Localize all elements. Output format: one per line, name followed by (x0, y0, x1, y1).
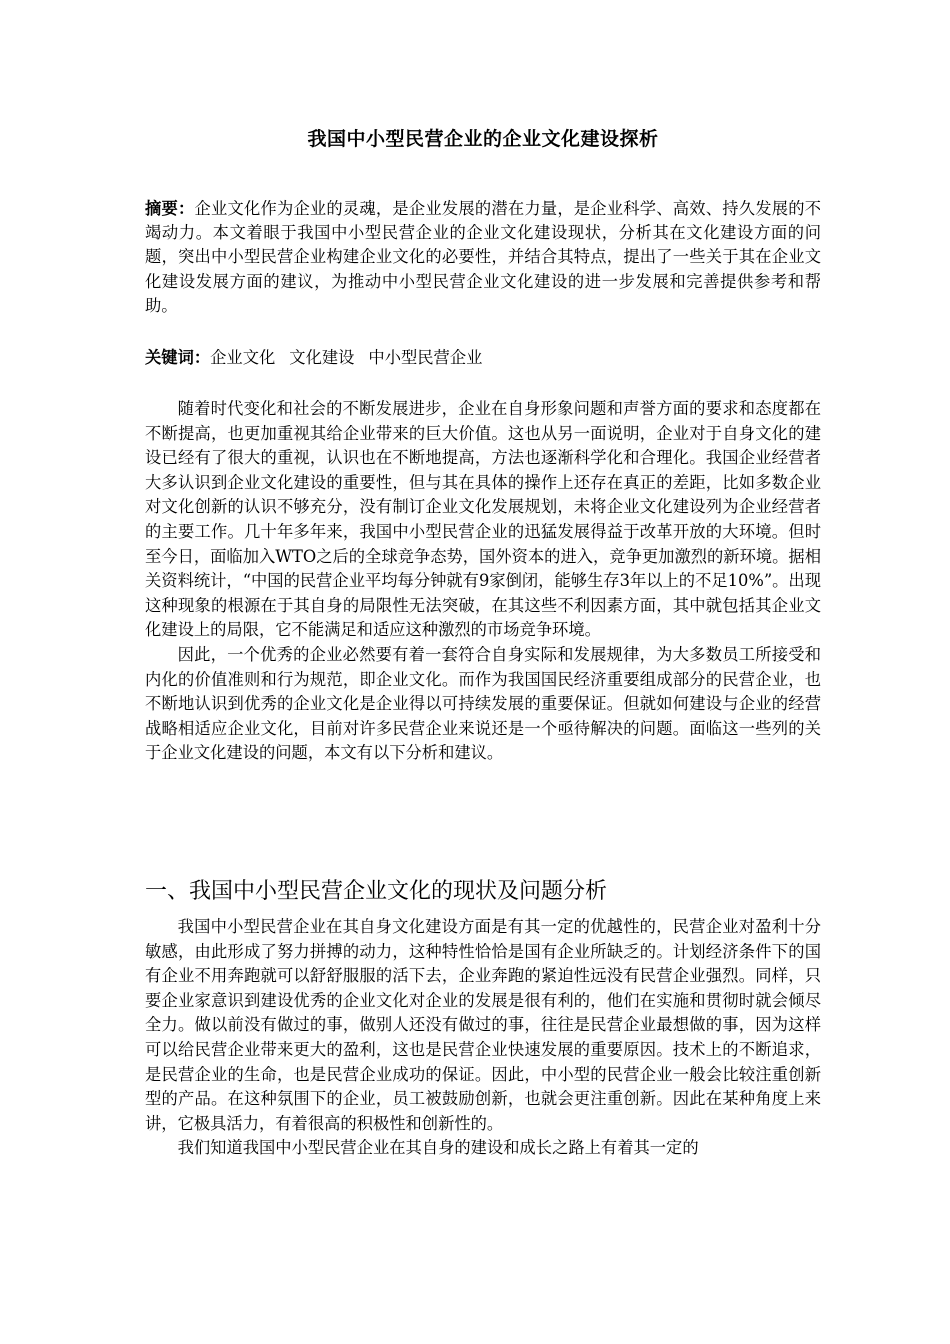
document-title: 我国中小型民营企业的企业文化建设探析 (307, 128, 659, 150)
introduction (145, 397, 821, 766)
section-body (145, 915, 821, 1161)
paragraph: 我们知道我国中小型民营企业在其自身的建设和成长之路上有着其一定的 (177, 1138, 699, 1158)
keywords-label: 关键词： (145, 348, 211, 367)
abstract-label: 摘要： (145, 199, 195, 218)
section-heading: 一、我国中小型民营企业文化的现状及问题分析 (145, 879, 608, 904)
abstract (145, 197, 821, 318)
keyword: 中小型民营企业 (368, 348, 483, 367)
paragraph: 随着时代变化和社会的不断发展进步，企业在自身形象问题和声誉方面的要求和态度都在不断提高，也更加重视其给企业带来的巨大价值。这也从另一面说明，企业对于自身文化的建设已经有了很大的重视，认识也在不断地提高，方法也逐渐科学化和合理化。我国企业经营者大多认识到企业文化建设的重要性，但与其在具体的操作上还存在真正的差距，比如多数企业对文化创新的认识不够充分，没有制订企业文化发展规划，未将企业文化建设列为企业经营者的主要工作。几十年多年来，我国中小型民营企业的迅猛发展得益于改革开放的大环境。但时至今日，面临加入WTO之后的全球竞争态势，国外资本的进入，竞争更加激烈的新环境。据相关资料统计，“中国的民营企业平均每分钟就有9家倒闭，能够生存3年以上的不足10%”。出现这种现象的根源在于其自身的局限性无法突破，在其这些不利因素方面，其中就包括其企业文化建设上的局限，它不能满足和适应这种激烈的市场竞争环境。 (145, 399, 821, 640)
keyword: 企业文化 (210, 348, 276, 367)
keyword: 文化建设 (289, 348, 355, 367)
paragraph: 因此，一个优秀的企业必然要有着一套符合自身实际和发展规律，为大多数员工所接受和内化的价值准则和行为规范，即企业文化。而作为我国国民经济重要组成部分的民营企业，也不断地认识到优秀的企业文化是企业得以可持续发展的重要保证。但就如何建设与企业的经营战略相适应企业文化，目前对许多民营企业来说还是一个亟待解决的问题。面临这一些列的关于企业文化建设的问题，本文有以下分析和建议。 (145, 644, 821, 763)
paragraph: 我国中小型民营企业在其自身文化建设方面是有其一定的优越性的，民营企业对盈利十分敏感，由此形成了努力拼搏的动力，这种特性恰恰是国有企业所缺乏的。计划经济条件下的国有企业不用奔跑就可以舒舒服服的活下去，企业奔跑的紧迫性远没有民营企业强烈。同样，只要企业家意识到建设优秀的企业文化对企业的发展是很有利的，他们在实施和贯彻时就会倾尽全力。做以前没有做过的事，做别人还没有做过的事，往往是民营企业最想做的事，因为这样可以给民营企业带来更大的盈利，这也是民营企业快速发展的重要原因。技术上的不断追求，是民营企业的生命，也是民营企业成功的保证。因此，中小型的民营企业一般会比较注重创新型的产品。在这种氛围下的企业，员工被鼓励创新，也就会更注重创新。因此在某种角度上来讲，它极具活力，有着很高的积极性和创新性的。 (145, 917, 821, 1133)
keywords (145, 346, 821, 370)
abstract-text: 企业文化作为企业的灵魂，是企业发展的潜在力量，是企业科学、高效、持久发展的不竭动力。本文着眼于我国中小型民营企业的企业文化建设现状，分析其在文化建设方面的问题，突出中小型民营企业构建企业文化的必要性，并结合其特点，提出了一些关于其在企业文化建设发展方面的建议，为推动中小型民营企业文化建设的进一步发展和完善提供参考和帮助。 (145, 199, 821, 315)
